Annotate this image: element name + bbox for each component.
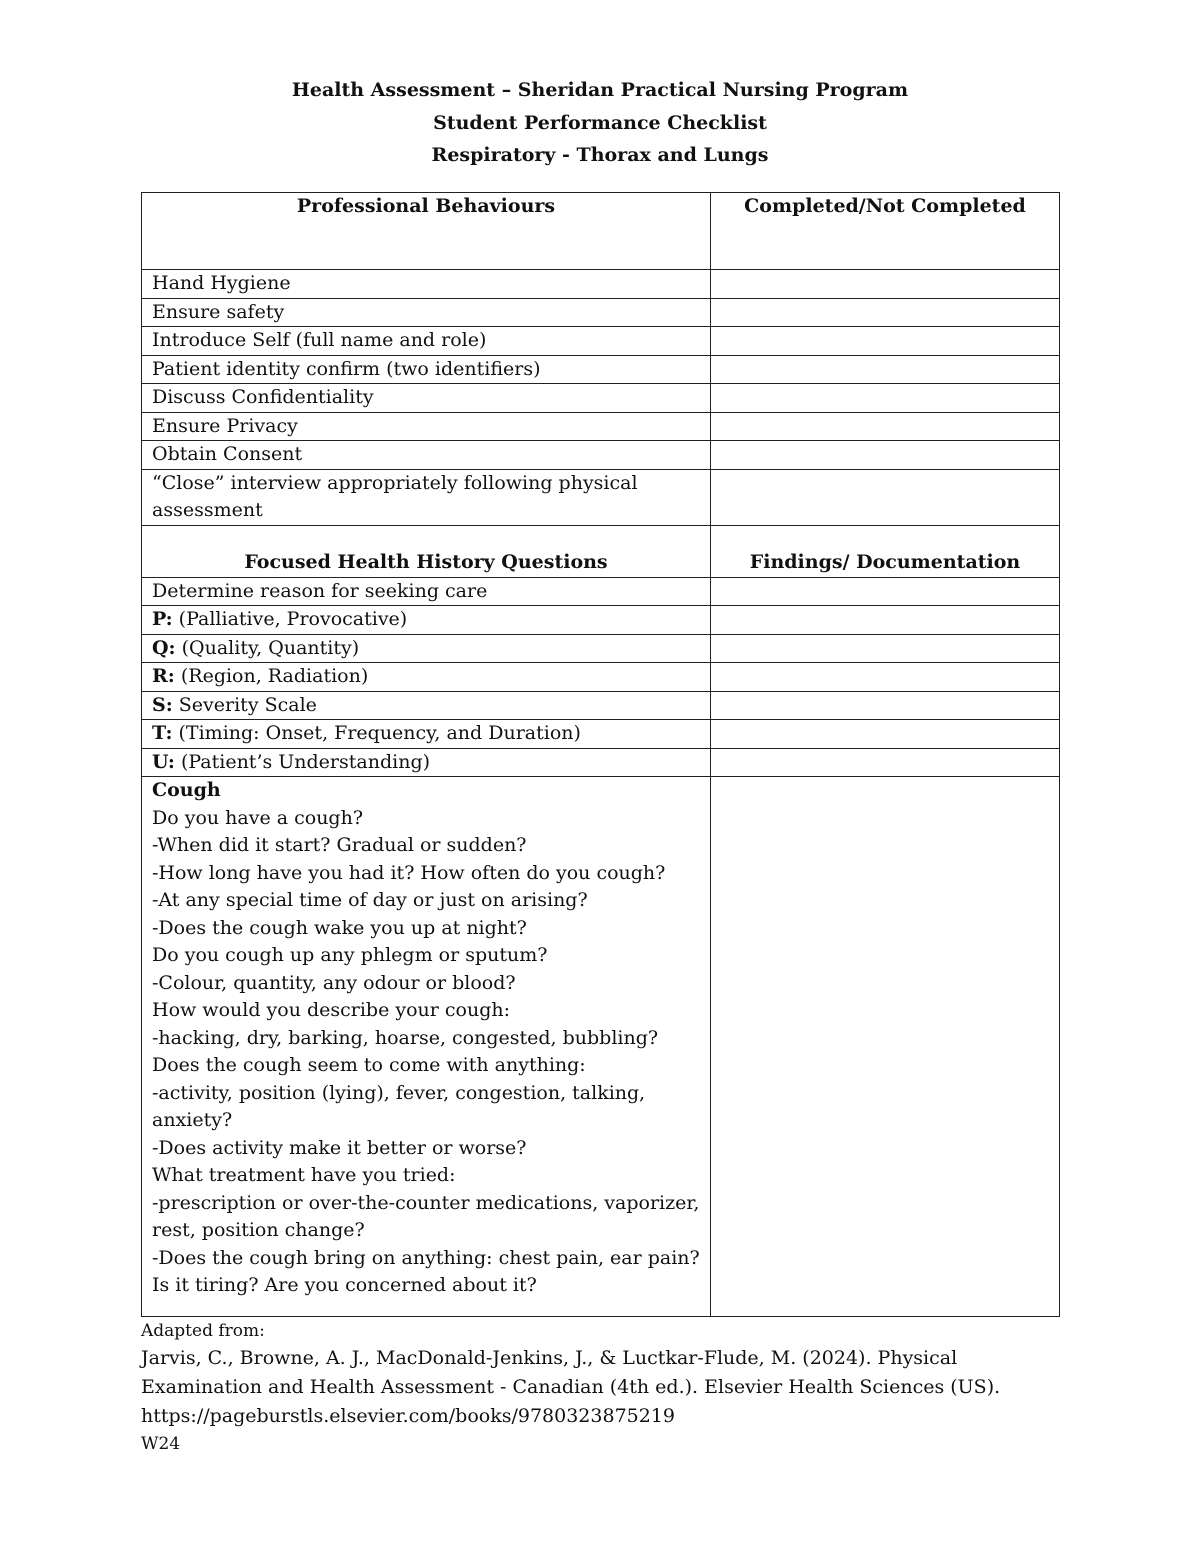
- findings-cell[interactable]: [711, 691, 1060, 720]
- completed-cell[interactable]: [711, 327, 1060, 356]
- footer: [141, 1318, 1041, 1457]
- pqrstu-text: (Timing: Onset, Frequency, and Duration): [172, 722, 581, 744]
- table-row: [142, 748, 1060, 777]
- reference-citation: Jarvis, C., Browne, A. J., MacDonald-Jenkins, J., & Luctkar-Flude, M. (2024). Physical Examination and Health Assessment - Canadian (4th ed.). Elsevier Health Sciences (US). https://pageburstls.elsevier.com/books/9780323875219: [141, 1347, 1001, 1427]
- cough-question: -When did it start? Gradual or sudden?: [152, 834, 527, 856]
- cough-question: -Does activity make it better or worse?: [152, 1136, 527, 1159]
- behaviour-item: Introduce Self (full name and role): [142, 327, 711, 356]
- table-row: [142, 720, 1060, 749]
- behaviour-item: Ensure safety: [142, 298, 711, 327]
- table-row: [142, 691, 1060, 720]
- cough-question: Do you have a cough?: [152, 806, 364, 829]
- table-row: [142, 634, 1060, 663]
- behaviour-item: Discuss Confidentiality: [142, 384, 711, 413]
- header-subtitle: Student Performance Checklist: [433, 111, 767, 134]
- pqrstu-text: (Region, Radiation): [174, 665, 369, 687]
- findings-cell[interactable]: [711, 577, 1060, 606]
- table-row: [142, 577, 1060, 606]
- table-row: [142, 270, 1060, 299]
- document-header: [0, 74, 1200, 172]
- table-row: [142, 384, 1060, 413]
- pqrstu-item: [142, 720, 711, 749]
- pqrstu-text: Severity Scale: [172, 693, 317, 716]
- history-item: Determine reason for seeking care: [142, 577, 711, 606]
- header-topic: Respiratory - Thorax and Lungs: [431, 144, 769, 166]
- behaviour-item: Obtain Consent: [142, 441, 711, 470]
- professional-behaviours-header-row: [142, 193, 1060, 270]
- cough-row: [142, 777, 1060, 1317]
- completed-cell[interactable]: [711, 270, 1060, 299]
- cough-question: How would you describe your cough:: [152, 999, 511, 1021]
- pqrstu-label: T:: [152, 722, 173, 744]
- pqrstu-label: R:: [152, 665, 175, 687]
- findings-cell[interactable]: [711, 663, 1060, 692]
- document-code: W24: [141, 1434, 181, 1454]
- table-row: [142, 298, 1060, 327]
- table-row: [142, 355, 1060, 384]
- focused-history-header-row: [142, 525, 1060, 577]
- pqrstu-item: [142, 691, 711, 720]
- behaviour-item: Patient identity confirm (two identifiers): [142, 355, 711, 384]
- pqrstu-item: [142, 634, 711, 663]
- cough-question: -hacking, dry, barking, hoarse, congested, bubbling?: [152, 1026, 659, 1049]
- completed-cell[interactable]: [711, 384, 1060, 413]
- table-row: [142, 469, 1060, 525]
- completed-cell[interactable]: [711, 298, 1060, 327]
- cough-question: Do you cough up any phlegm or sputum?: [152, 944, 548, 966]
- cough-question: -At any special time of day or just on arising?: [152, 889, 588, 911]
- completed-cell[interactable]: [711, 469, 1060, 525]
- pqrstu-label: P:: [152, 608, 173, 630]
- cough-question: -prescription or over-the-counter medications, vaporizer, rest, position change?: [152, 1191, 700, 1241]
- pqrstu-text: (Quality, Quantity): [175, 636, 360, 659]
- table-row: [142, 606, 1060, 635]
- adapted-from-label: Adapted from:: [141, 1321, 265, 1341]
- behaviour-item: “Close” interview appropriately following physical assessment: [142, 469, 711, 525]
- findings-cell[interactable]: [711, 720, 1060, 749]
- completed-cell[interactable]: [711, 441, 1060, 470]
- focused-history-header: Focused Health History Questions: [142, 525, 711, 577]
- findings-header: Findings/ Documentation: [711, 525, 1060, 577]
- cough-question: Is it tiring? Are you concerned about it?: [152, 1274, 537, 1296]
- behaviour-item: Ensure Privacy: [142, 412, 711, 441]
- cough-question: -Does the cough wake you up at night?: [152, 916, 527, 939]
- findings-cell[interactable]: [711, 777, 1060, 1317]
- table-row: [142, 663, 1060, 692]
- cough-questions: [142, 777, 711, 1317]
- pqrstu-text: (Patient’s Understanding): [174, 750, 431, 773]
- cough-title: Cough: [152, 779, 221, 801]
- header-title: Health Assessment – Sheridan Practical Nursing Program: [291, 79, 909, 101]
- table-row: [142, 441, 1060, 470]
- cough-question: -Does the cough bring on anything: chest pain, ear pain?: [152, 1246, 700, 1269]
- cough-question: -How long have you had it? How often do you cough?: [152, 861, 666, 884]
- pqrstu-text: (Palliative, Provocative): [172, 608, 408, 630]
- cough-question: -Colour, quantity, any odour or blood?: [152, 971, 516, 994]
- behaviour-item: Hand Hygiene: [142, 270, 711, 299]
- findings-cell[interactable]: [711, 748, 1060, 777]
- completed-cell[interactable]: [711, 355, 1060, 384]
- pqrstu-label: S:: [152, 693, 173, 716]
- pqrstu-item: [142, 748, 711, 777]
- table-row: [142, 327, 1060, 356]
- checklist-table: [141, 192, 1060, 1317]
- completed-cell[interactable]: [711, 412, 1060, 441]
- pqrstu-label: Q:: [152, 636, 176, 659]
- table-row: [142, 412, 1060, 441]
- cough-question: What treatment have you tried:: [152, 1164, 456, 1186]
- cough-question: Does the cough seem to come with anything:: [152, 1054, 586, 1076]
- findings-cell[interactable]: [711, 634, 1060, 663]
- completed-header: Completed/Not Completed: [711, 193, 1060, 270]
- pqrstu-item: [142, 606, 711, 635]
- findings-cell[interactable]: [711, 606, 1060, 635]
- pqrstu-label: U:: [152, 750, 175, 773]
- professional-behaviours-header: Professional Behaviours: [142, 193, 711, 270]
- pqrstu-item: [142, 663, 711, 692]
- cough-question: -activity, position (lying), fever, congestion, talking, anxiety?: [152, 1081, 646, 1131]
